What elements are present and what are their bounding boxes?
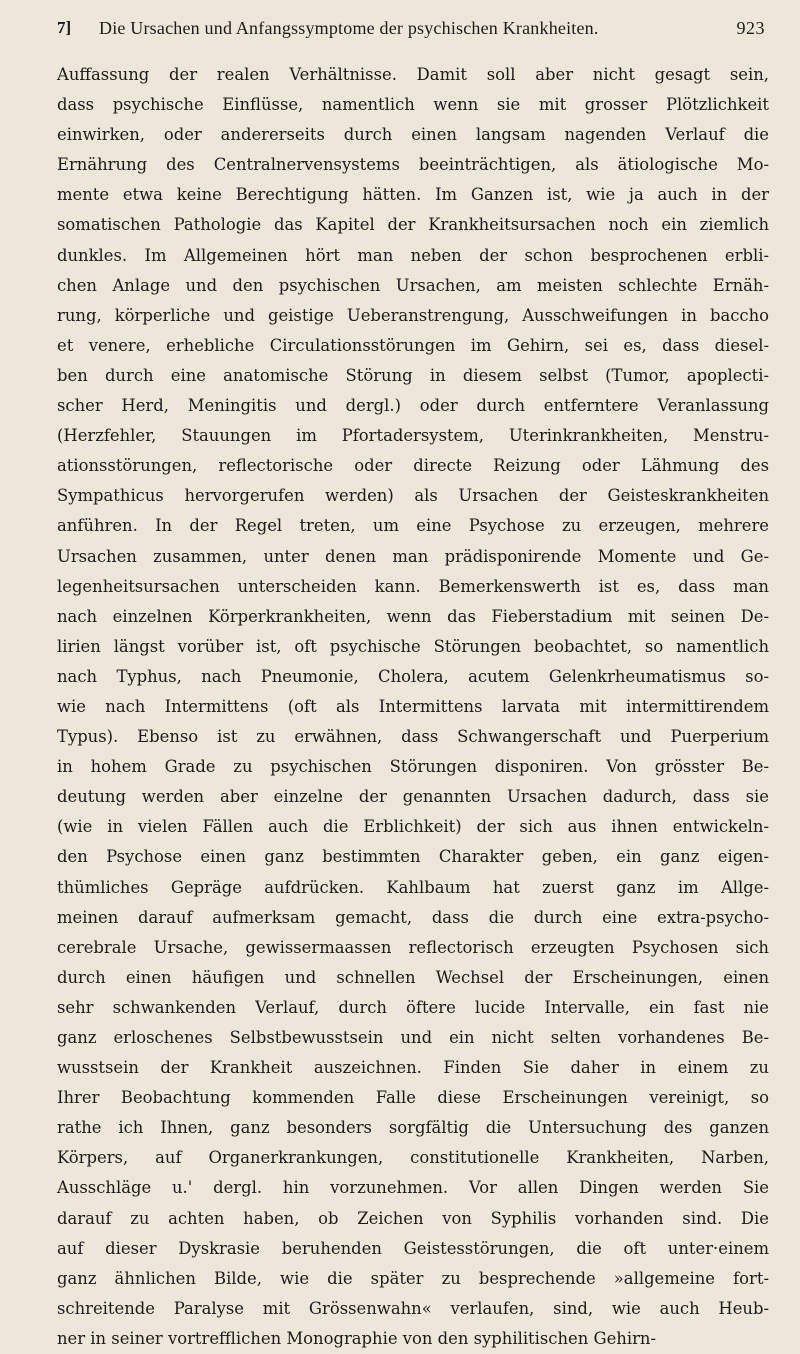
text-line: nach einzelnen Körperkrankheiten, wenn das Fieberstadium mit seinen De- — [57, 606, 769, 626]
text-line: darauf zu achten haben, ob Zeichen von Syphilis vorhanden sind. Die — [57, 1208, 769, 1228]
text-line: rathe ich Ihnen, ganz besonders sorgfältig die Untersuchung des ganzen — [57, 1118, 769, 1138]
text-line: wusstsein der Krankheit auszeichnen. Finden Sie daher in einem zu — [57, 1058, 769, 1078]
text-line: anführen. In der Regel treten, um eine Psychose zu erzeugen, mehrere — [57, 516, 769, 536]
text-line: Ernährung des Centralnervensystems beeinträchtigen, als ätiologische Mo- — [57, 155, 769, 175]
text-line: dunkles. Im Allgemeinen hört man neben der schon besprochenen erbli- — [57, 245, 769, 265]
body-text — [57, 60, 769, 1354]
text-line: Ausschläge u.' dergl. hin vorzunehmen. Vor allen Dingen werden Sie — [57, 1178, 769, 1198]
text-line: lirien längst vorüber ist, oft psychische Störungen beobachtet, so namentlich — [57, 636, 769, 656]
text-line: einwirken, oder andererseits durch einen langsam nagenden Verlauf die — [57, 125, 769, 145]
text-line: sehr schwankenden Verlauf, durch öftere lucide Intervalle, ein fast nie — [57, 997, 769, 1017]
text-line: nach Typhus, nach Pneumonie, Cholera, acutem Gelenkrheumatismus so- — [57, 666, 769, 686]
text-line: Körpers, auf Organerkrankungen, constitutionelle Krankheiten, Narben, — [57, 1148, 769, 1168]
text-line: (wie in vielen Fällen auch die Erblichkeit) der sich aus ihnen entwickeln- — [57, 817, 769, 837]
text-line: legenheitsursachen unterscheiden kann. Bemerkenswerth ist es, dass man — [57, 576, 769, 596]
text-line: (Herzfehler, Stauungen im Pfortadersystem, Uterinkrankheiten, Menstru- — [57, 426, 769, 446]
section-marker: 7] — [57, 18, 72, 37]
running-header — [57, 14, 769, 44]
text-line: ationsstörungen, reflectorische oder directe Reizung oder Lähmung des — [57, 456, 769, 476]
text-line: scher Herd, Meningitis und dergl.) oder durch entferntere Veranlassung — [57, 396, 769, 416]
text-line: Auffassung der realen Verhältnisse. Damit soll aber nicht gesagt sein, — [57, 65, 769, 84]
text-line: et venere, erhebliche Circulationsstörungen im Gehirn, sei es, dass diesel- — [57, 335, 769, 355]
text-line: durch einen häufigen und schnellen Wechsel der Erscheinungen, einen — [57, 967, 769, 987]
text-line: ganz erloschenes Selbstbewusstsein und ein nicht selten vorhandenes Be- — [57, 1028, 769, 1047]
text-line: mente etwa keine Berechtigung hätten. Im Ganzen ist, wie ja auch in der — [57, 185, 769, 205]
text-line: deutung werden aber einzelne der genannten Ursachen dadurch, dass sie — [57, 787, 769, 807]
text-line: cerebrale Ursache, gewissermaassen reflectorisch erzeugten Psychosen sich — [57, 937, 769, 957]
text-line: in hohem Grade zu psychischen Störungen disponiren. Von grösster Be- — [57, 757, 769, 777]
text-line: Ihrer Beobachtung kommenden Falle diese Erscheinungen vereinigt, so — [57, 1088, 769, 1108]
text-line: den Psychose einen ganz bestimmten Charakter geben, ein ganz eigen- — [57, 847, 769, 867]
text-line: Typus). Ebenso ist zu erwähnen, dass Schwangerschaft und Puerperium — [57, 727, 769, 747]
text-line: ner in seiner vortrefflichen Monographie von den syphilitischen Gehirn- — [57, 1328, 657, 1348]
text-line: Sympathicus hervorgerufen werden) als Ursachen der Geisteskrankheiten — [57, 486, 769, 506]
text-line: meinen darauf aufmerksam gemacht, dass die durch eine extra-psycho- — [57, 907, 769, 927]
text-line: wie nach Intermittens (oft als Intermittens larvata mit intermittirendem — [57, 696, 769, 716]
text-line: dass psychische Einflüsse, namentlich wenn sie mit grosser Plötzlichkeit — [57, 95, 769, 115]
text-line: auf dieser Dyskrasie beruhenden Geistesstörungen, die oft unter·einem — [57, 1238, 769, 1258]
text-line: chen Anlage und den psychischen Ursachen, am meisten schlechte Ernäh- — [57, 275, 769, 295]
running-title: Die Ursachen und Anfangssymptome der psychischen Krankheiten. — [99, 18, 599, 38]
text-line: ganz ähnlichen Bilde, wie die später zu besprechende »allgemeine fort- — [57, 1268, 769, 1288]
text-line: ben durch eine anatomische Störung in diesem selbst (Tumor, apoplecti- — [57, 365, 769, 385]
text-line: rung, körperliche und geistige Ueberanstrengung, Ausschweifungen in baccho — [57, 305, 769, 325]
text-line: thümliches Gepräge aufdrücken. Kahlbaum hat zuerst ganz im Allge- — [57, 877, 769, 897]
text-line: Ursachen zusammen, unter denen man prädisponirende Momente und Ge- — [57, 546, 769, 566]
text-line: somatischen Pathologie das Kapitel der Krankheitsursachen noch ein ziemlich — [57, 215, 769, 235]
text-line: schreitende Paralyse mit Grössenwahn« verlaufen, sind, wie auch Heub- — [57, 1298, 769, 1318]
page-number: 923 — [736, 18, 765, 38]
